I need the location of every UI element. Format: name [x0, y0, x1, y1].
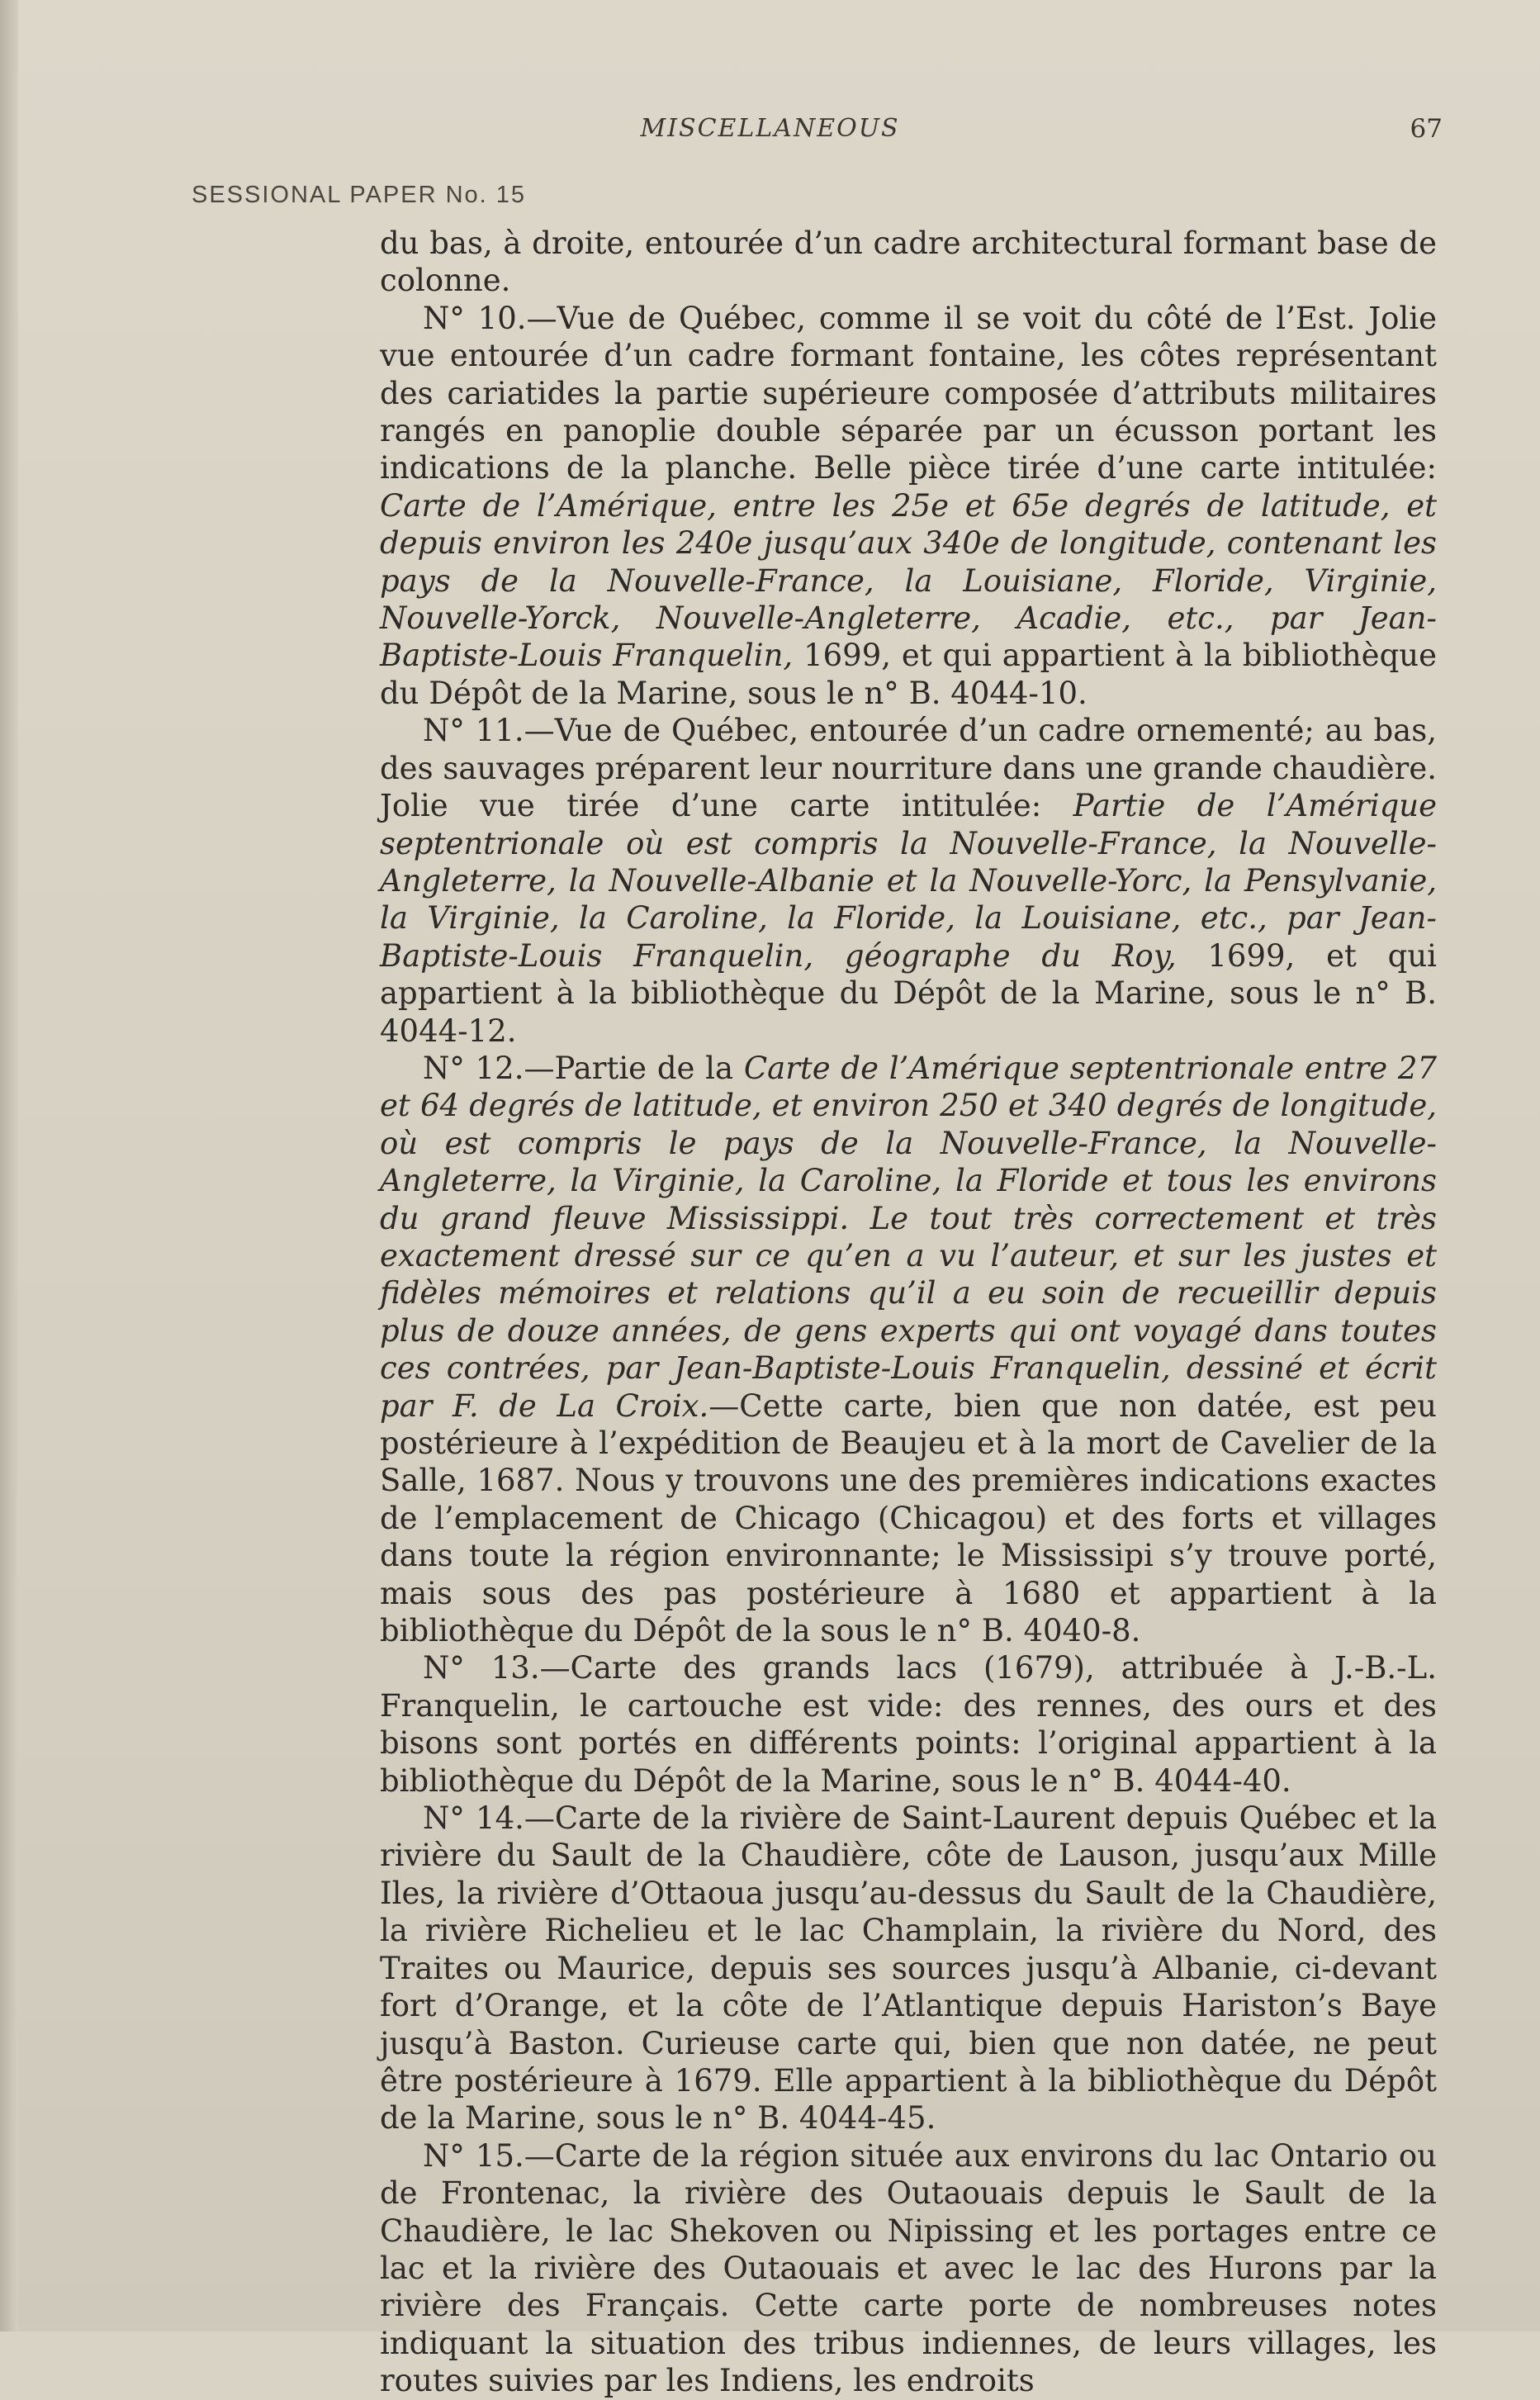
- paragraph-no-12: [380, 1050, 1437, 1650]
- paragraph-no-14: [380, 1800, 1437, 2137]
- paragraph-continuation: [380, 225, 1437, 300]
- map-title-italic: Carte de l’Amérique, entre les 25e et 65e degrés de latitude, et depuis environ les 240e jusqu’aux 340e de longitude, contenant les pays de la Nouvelle-France, la Louisiane, Floride, Virginie, Nouvelle-Yorck, Nouvelle-Angleterre, Acadie, etc., par Jean-Baptiste-Louis Franquelin,: [380, 487, 1437, 674]
- text-segment: N° 12.—Partie de la: [423, 1050, 744, 1086]
- text-segment: du bas, à droite, entourée d’un cadre architectural formant base de colonne.: [380, 225, 1437, 299]
- text-segment: N° 11.—Vue de Québec, entourée d’un cadre ornementé; au bas, des sauvages préparent leur nourriture dans une grande chaudière. Jolie vue tirée d’une carte intitulée:: [380, 713, 1437, 824]
- text-segment: 1699, et qui appartient à la bibliothèque du Dépôt de la Marine, sous le n° B. 4044-10.: [380, 638, 1437, 711]
- binding-gutter: [0, 0, 18, 2331]
- text-segment: N° 10.—Vue de Québec, comme il se voit du côté de l’Est. Jolie vue entourée d’un cadre formant fontaine, les côtes représentant des cariatides la partie supérieure composée d’attributs militaires rangés en panoplie double séparée par un écusson portant les indications de la planche. Belle pièce tirée d’une carte intitulée:: [380, 300, 1437, 486]
- body-text: [380, 225, 1437, 2400]
- paragraph-no-15: [380, 2137, 1437, 2400]
- text-segment: N° 13.—Carte des grands lacs (1679), attribuée à J.-B.-L. Franquelin, le cartouche est vide: des rennes, des ours et des bisons sont portés en différents points: l’original appartient à la bibliothèque du Dépôt de la Marine, sous le n° B. 4044-40.: [380, 1650, 1437, 1799]
- paragraph-no-11: [380, 712, 1437, 1050]
- paragraph-no-13: [380, 1649, 1437, 1800]
- text-segment: 1699, et qui appartient à la bibliothèque du Dépôt de la Marine, sous le n° B. 4044-12.: [380, 937, 1437, 1049]
- text-segment: —Cette carte, bien que non datée, est peu postérieure à l’expédition de Beaujeu et à la mort de Cavelier de la Salle, 1687. Nous y trouvons une des premières indications exactes de l’emplacement de Chicago (Chicagou) et des forts et villages dans toute la région environnante; le Mississipi s’y trouve porté, mais sous des pas postérieure à 1680 et appartient à la bibliothèque du Dépôt de la sous le n° B. 4040-8.: [380, 1387, 1437, 1649]
- text-segment: N° 14.—Carte de la rivière de Saint-Laurent depuis Québec et la rivière du Sault de la Chaudière, côte de Lauson, jusqu’aux Mille Iles, la rivière d’Ottaoua jusqu’au-dessus du Sault de la Chaudière, la rivière Richelieu et le lac Champlain, la rivière du Nord, des Traites ou Maurice, depuis ses sources jusqu’à Albanie, ci-devant fort d’Orange, et la côte de l’Atlantique depuis Hariston’s Baye jusqu’à Baston. Curieuse carte qui, bien que non datée, ne peut être postérieure à 1679. Elle appartient à la bibliothèque du Dépôt de la Marine, sous le n° B. 4044-45.: [380, 1800, 1437, 2137]
- text-segment: N° 15.—Carte de la région située aux environs du lac Ontario ou de Frontenac, la rivière des Outaouais depuis le Sault de la Chaudière, le lac Shekoven ou Nipissing et les portages entre ce lac et la rivière des Outaouais et avec le lac des Hurons par la rivière des Français. Cette carte porte de nombreuses notes indiquant la situation des tribus indiennes, de leurs villages, les routes suivies par les Indiens, les endroits: [380, 2137, 1437, 2399]
- running-title: MISCELLANEOUS: [640, 114, 900, 143]
- paragraph-no-10: [380, 300, 1437, 712]
- map-title-italic: Partie de l’Amérique septentrionale où est compris la Nouvelle-France, la Nouvelle-Angleterre, la Nouvelle-Albanie et la Nouvelle-Yorc, la Pensylvanie, la Virginie, la Caroline, la Floride, la Louisiane, etc., par Jean-Baptiste-Louis Franquelin, géographe du Roy,: [380, 788, 1437, 974]
- sessional-paper-label: SESSIONAL PAPER No. 15: [192, 182, 527, 208]
- map-title-italic: Carte de l’Amérique septentrionale entre 27 et 64 degrés de latitude, et environ 250 et 340 degrés de longitude, où est compris le pays de la Nouvelle-France, la Nouvelle-Angleterre, la Virginie, la Caroline, la Floride et tous les environs du grand fleuve Mississippi. Le tout très correctement et très exactement dressé sur ce qu’en a vu l’auteur, et sur les justes et fidèles mémoires et relations qu’il a eu soin de recueillir depuis plus de douze années, de gens experts qui ont voyagé dans toutes ces contrées, par Jean-Baptiste-Louis Franquelin, dessiné et écrit par F. de La Croix.: [380, 1050, 1437, 1424]
- page-number: 67: [1410, 114, 1443, 144]
